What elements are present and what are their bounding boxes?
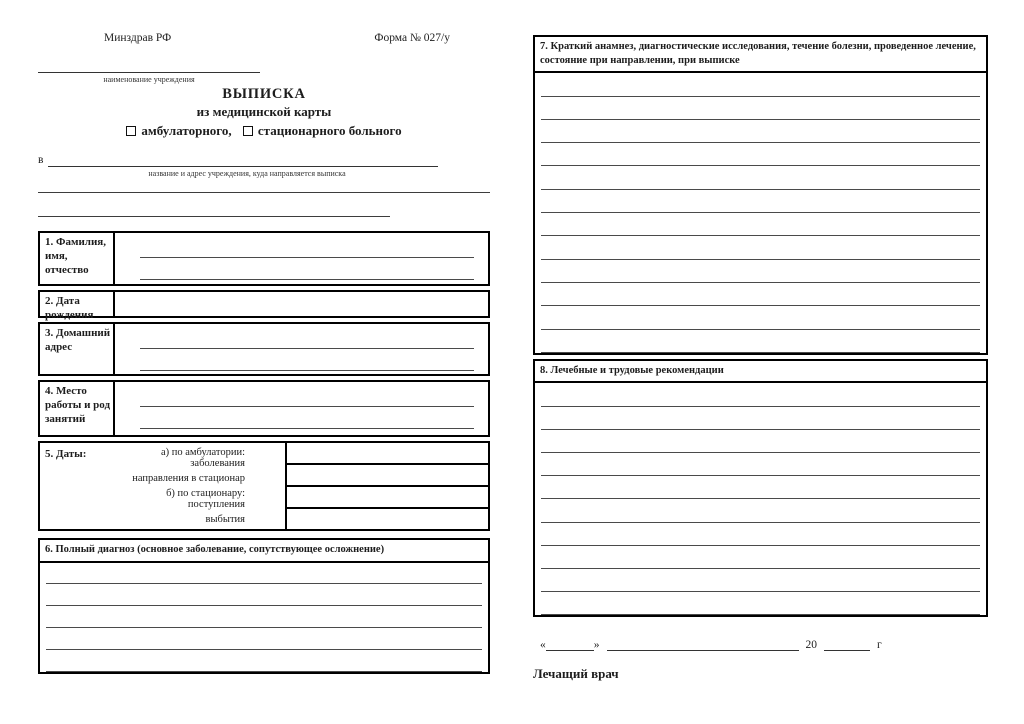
year-prefix: 20: [805, 639, 817, 652]
write-in-line[interactable]: [140, 428, 474, 429]
write-in-line[interactable]: [541, 120, 980, 143]
write-in-line[interactable]: [140, 406, 474, 407]
date-box-illness[interactable]: [287, 443, 488, 465]
form-title: [38, 86, 490, 139]
write-in-line[interactable]: [541, 407, 980, 430]
day-input-line[interactable]: [546, 640, 594, 651]
institution-name-line[interactable]: [38, 72, 260, 73]
write-in-line[interactable]: [541, 453, 980, 476]
field-home-address-label: 3. Домашний адрес: [40, 324, 115, 374]
destination-extra-line-1[interactable]: [38, 178, 490, 193]
write-in-line[interactable]: [541, 213, 980, 236]
institution-caption: наименование учреждения: [103, 75, 195, 84]
field-birth-date-cell[interactable]: [115, 292, 488, 316]
inpatient-label: стационарного больного: [257, 123, 402, 138]
write-in-line[interactable]: [541, 190, 980, 213]
field-home-address-cell[interactable]: [115, 324, 488, 374]
write-in-line[interactable]: [541, 592, 980, 615]
write-in-line[interactable]: [541, 476, 980, 499]
write-in-line[interactable]: [541, 283, 980, 306]
month-input-line[interactable]: [607, 640, 799, 651]
anamnesis-heading: 7. Краткий анамнез, диагностические исследования, течение болезни, проведенное лечение, состояние при направлении, при выписке: [535, 37, 986, 73]
full-diagnosis-write-area[interactable]: [40, 563, 488, 672]
write-in-line[interactable]: [140, 279, 474, 280]
destination-prefix: в: [38, 154, 44, 166]
write-in-line[interactable]: [541, 166, 980, 189]
quote-open: «: [540, 639, 546, 652]
destination-extra-line-2[interactable]: [38, 193, 390, 217]
write-in-line[interactable]: [541, 73, 980, 96]
write-in-line[interactable]: [541, 430, 980, 453]
write-in-line[interactable]: [541, 523, 980, 546]
ministry-label: Минздрав РФ: [104, 32, 172, 44]
write-in-line[interactable]: [46, 563, 482, 585]
anamnesis-write-area[interactable]: [535, 73, 986, 353]
write-in-line[interactable]: [541, 236, 980, 259]
ambulatory-checkbox[interactable]: [126, 126, 136, 136]
destination-input-line[interactable]: [48, 154, 438, 167]
write-in-line[interactable]: [140, 370, 474, 371]
field-name-label: 1. Фамилия, имя, отчество: [40, 233, 115, 284]
write-in-line[interactable]: [541, 306, 980, 329]
destination-caption: название и адрес учреждения, куда направляется выписка: [148, 169, 346, 178]
write-in-line[interactable]: [541, 546, 980, 569]
write-in-line[interactable]: [541, 330, 980, 353]
field-row-workplace: [38, 380, 490, 437]
ambulatory-label: амбулаторного,: [141, 123, 232, 138]
section-recommendations: [533, 359, 988, 618]
write-in-line[interactable]: [46, 606, 482, 628]
write-in-line[interactable]: [541, 499, 980, 522]
title-subtitle: из медицинской карты: [196, 104, 332, 119]
form-number-label: Форма № 027/у: [374, 32, 450, 44]
field-row-birth-date: [38, 290, 490, 321]
section-anamnesis: [533, 35, 988, 355]
form-right-page: [533, 35, 988, 682]
field-dates-label: 5. Даты:: [45, 448, 87, 460]
write-in-line[interactable]: [140, 348, 474, 349]
date-signature-row: [533, 639, 988, 651]
date-box-referral[interactable]: [287, 465, 488, 487]
dates-sublabel-admission: б) по стационару: поступления: [166, 488, 245, 510]
recommendations-heading: 8. Лечебные и трудовые рекомендации: [535, 361, 986, 384]
field-row-home-address: [38, 322, 490, 376]
write-in-line[interactable]: [541, 383, 980, 406]
write-in-line[interactable]: [541, 97, 980, 120]
full-diagnosis-heading: 6. Полный диагноз (основное заболевание, сопутствующее осложнение): [40, 540, 488, 563]
field-row-dates: [38, 441, 490, 531]
write-in-line[interactable]: [46, 584, 482, 606]
patient-type-options: [38, 123, 490, 139]
attending-doctor-label: Лечащий врач: [533, 666, 619, 682]
recommendations-write-area[interactable]: [535, 383, 986, 615]
dates-sublabel-illness: а) по амбулатории: заболевания: [160, 447, 245, 469]
date-box-discharge[interactable]: [287, 509, 488, 529]
inpatient-checkbox[interactable]: [243, 126, 253, 136]
quote-close: »: [593, 639, 600, 652]
field-name-cell[interactable]: [115, 233, 488, 284]
write-in-line[interactable]: [541, 569, 980, 592]
dates-sublabels: [115, 443, 285, 529]
write-in-line[interactable]: [46, 650, 482, 672]
field-workplace-label: 4. Место работы и род занятий: [40, 382, 115, 435]
write-in-line[interactable]: [541, 260, 980, 283]
year-suffix: г: [877, 639, 882, 652]
field-birth-date-label: 2. Дата рождения: [40, 292, 115, 316]
date-box-admission[interactable]: [287, 487, 488, 509]
field-row-name: [38, 231, 490, 286]
dates-input-boxes: [285, 443, 488, 529]
destination-row: [38, 154, 490, 167]
write-in-line[interactable]: [46, 628, 482, 650]
dates-sublabel-discharge: выбытия: [205, 514, 245, 525]
dates-sublabel-referral: направления в стационар: [132, 473, 245, 484]
form-header: [38, 32, 490, 46]
section-full-diagnosis: [38, 538, 490, 674]
write-in-line[interactable]: [541, 143, 980, 166]
form-left-page: [38, 32, 490, 674]
year-input-line[interactable]: [824, 640, 870, 651]
title-main: ВЫПИСКА: [222, 86, 306, 102]
write-in-line[interactable]: [140, 257, 474, 258]
field-workplace-cell[interactable]: [115, 382, 488, 435]
